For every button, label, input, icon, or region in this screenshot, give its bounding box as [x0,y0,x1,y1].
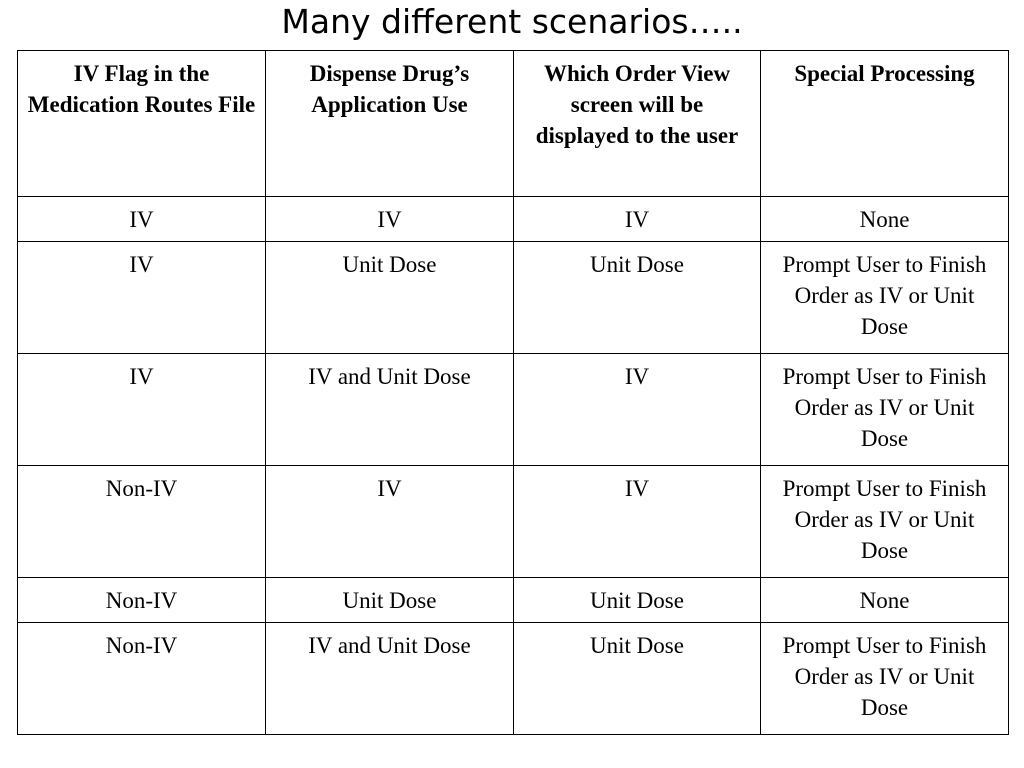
table-row [18,623,1009,735]
table-cell: Non-IV [18,466,266,578]
table-cell: Non-IV [18,623,266,735]
slide-title: Many different scenarios….. [281,2,743,41]
header-order-view-screen: Which Order View screen will be displayed to the user [514,51,761,197]
table-cell: IV and Unit Dose [266,623,514,735]
table-cell: None [761,197,1009,242]
table-cell: None [761,578,1009,623]
table-cell: IV [18,197,266,242]
table-cell: Unit Dose [514,578,761,623]
table-cell: IV [514,354,761,466]
table-cell: IV [266,197,514,242]
table-cell: IV [266,466,514,578]
table-cell: Prompt User to Finish Order as IV or Unit Dose [761,242,1009,354]
table-cell: IV [18,354,266,466]
header-special-processing: Special Processing [761,51,1009,197]
table-cell: Unit Dose [266,578,514,623]
table-row [18,242,1009,354]
table-row [18,354,1009,466]
scenarios-table [17,50,1009,735]
table-cell: Prompt User to Finish Order as IV or Unit Dose [761,354,1009,466]
table-row [18,578,1009,623]
table-cell: IV and Unit Dose [266,354,514,466]
table-cell: IV [514,197,761,242]
table-cell: Non-IV [18,578,266,623]
table-cell: Unit Dose [514,242,761,354]
table-header-row [18,51,1009,197]
table-cell: Prompt User to Finish Order as IV or Unit Dose [761,623,1009,735]
header-iv-flag: IV Flag in the Medication Routes File [18,51,266,197]
table-row [18,466,1009,578]
table-cell: Prompt User to Finish Order as IV or Unit Dose [761,466,1009,578]
table-cell: Unit Dose [266,242,514,354]
header-application-use: Dispense Drug’s Application Use [266,51,514,197]
table-cell: IV [18,242,266,354]
table-row [18,197,1009,242]
table-cell: IV [514,466,761,578]
table-cell: Unit Dose [514,623,761,735]
